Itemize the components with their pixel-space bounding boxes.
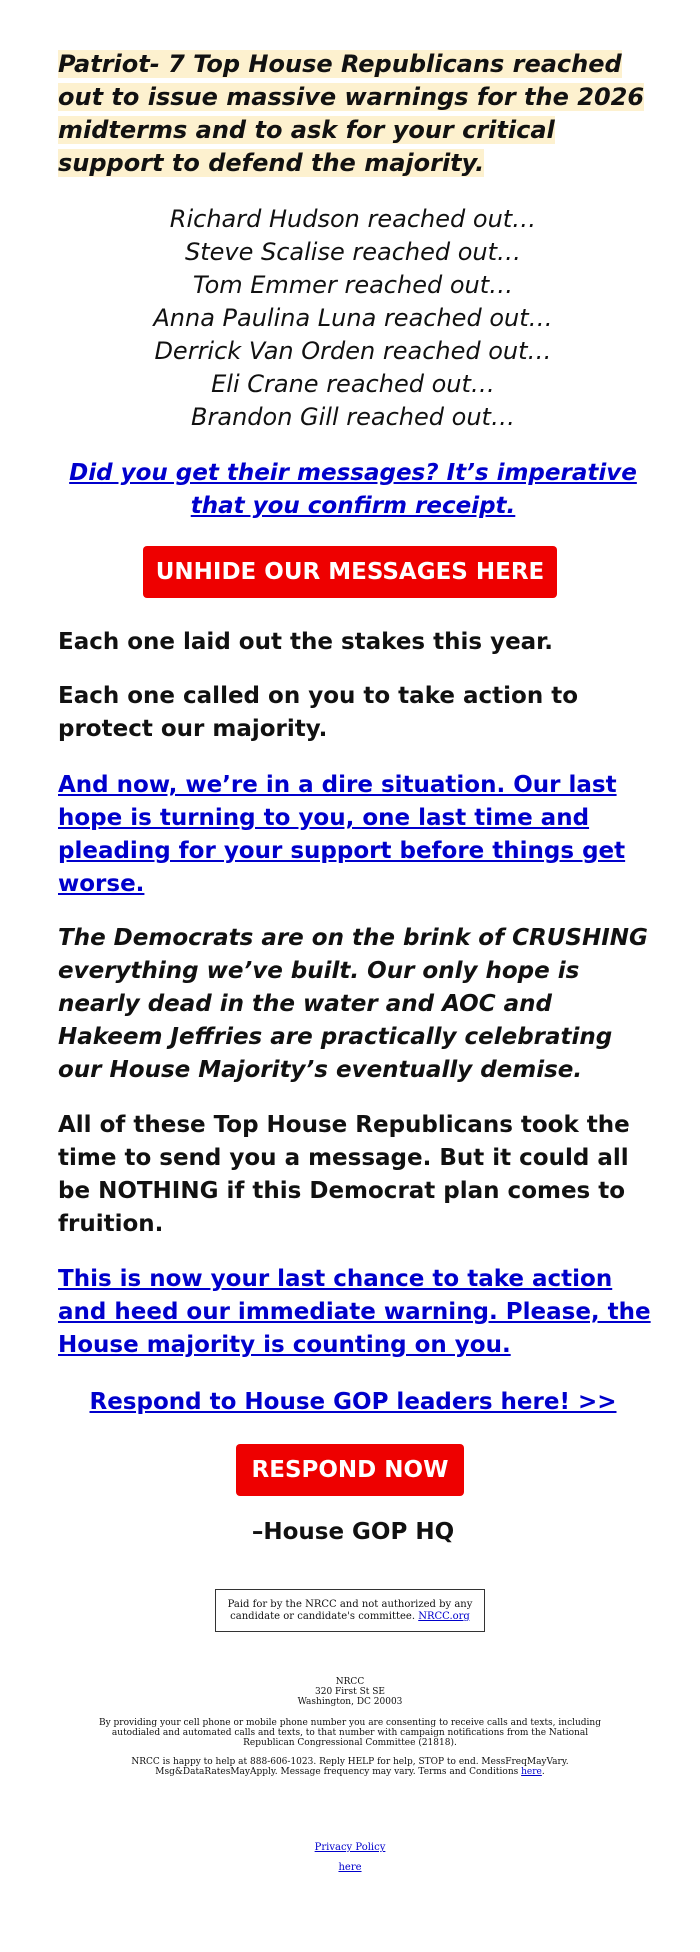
headline — [58, 48, 648, 180]
respond-now-button[interactable]: RESPOND NOW — [236, 1444, 464, 1496]
respond-gop-leaders-link[interactable]: Respond to House GOP leaders here! >> — [89, 1389, 617, 1415]
footer-address — [90, 1677, 610, 1707]
footer-street: 320 First St SE — [315, 1687, 385, 1697]
terms-conditions-link[interactable]: here — [521, 1767, 542, 1777]
paragraph-democrats: The Democrats are on the brink of CRUSHING everything we’ve built. Our only hope is nearly dead in the water and AOC and Hakeem Jeffries are practically celebrating our House Majority’s eventually demise. — [58, 925, 648, 1083]
paragraph-take-action: Each one called on you to take action to protect our majority. — [58, 683, 578, 742]
here-row — [0, 1862, 700, 1873]
signoff: –House GOP HQ — [251, 1519, 455, 1545]
headline-text: Patriot- 7 Top House Republicans reached out to issue massive warnings for the 2026 midterms and to ask for your critical support to defend the majority. — [58, 50, 645, 177]
reached-out-item: Brandon Gill reached out… — [191, 403, 515, 431]
paragraph-message: All of these Top House Republicans took the time to send you a message. But it could all be NOTHING if this Democrat plan comes to fruition. — [58, 1112, 630, 1237]
dire-situation-link[interactable]: And now, we’re in a dire situation. Our last hope is turning to you, one last time and pleading for your support before things get worse. — [58, 772, 626, 897]
footer-consent: By providing your cell phone or mobile phone number you are consenting to receive calls and texts, including autodialed and automated calls and texts, to that number with campaign notifications from the National Republican Congressional Committee (21818). — [98, 1718, 601, 1748]
unhide-messages-button[interactable]: UNHIDE OUR MESSAGES HERE — [143, 546, 557, 598]
nrcc-site-link[interactable]: NRCC.org — [418, 1610, 470, 1622]
paragraph-stakes: Each one laid out the stakes this year. — [58, 629, 553, 655]
privacy-policy-link[interactable]: Privacy Policy — [314, 1842, 386, 1853]
reached-out-list — [58, 203, 648, 434]
reached-out-item: Anna Paulina Luna reached out… — [153, 304, 553, 332]
last-chance-link[interactable]: This is now your last chance to take action and heed our immediate warning. Please, the House majority is counting on you. — [58, 1266, 651, 1358]
here-link[interactable]: here — [338, 1862, 362, 1873]
confirm-receipt-link[interactable]: Did you get their messages? It’s imperative that you confirm receipt. — [69, 460, 637, 519]
footer-help: NRCC is happy to help at 888-606-1023. Reply HELP for help, STOP to end. MessFreqMayVary. Msg&DataRatesMayApply. Message frequency may vary. Terms and Conditions here. — [131, 1757, 569, 1777]
footer-city: Washington, DC 20003 — [297, 1697, 403, 1707]
reached-out-item: Derrick Van Orden reached out… — [154, 337, 552, 365]
paid-for-disclaimer — [215, 1589, 485, 1632]
privacy-policy-row — [0, 1842, 700, 1853]
footer-help-text: NRCC is happy to help at 888-606-1023. Reply HELP for help, STOP to end. MessFreqMayVary. Msg&DataRatesMayApply. Message frequency may vary. Terms and Conditions — [131, 1757, 569, 1777]
reached-out-item: Tom Emmer reached out… — [192, 271, 514, 299]
footer-org: NRCC — [335, 1677, 365, 1687]
reached-out-item: Eli Crane reached out… — [211, 370, 495, 398]
reached-out-item: Steve Scalise reached out… — [184, 238, 522, 266]
disclaimer-text: Paid for by the NRCC and not authorized by any candidate or candidate's committee. — [227, 1598, 473, 1622]
reached-out-item: Richard Hudson reached out… — [169, 205, 537, 233]
